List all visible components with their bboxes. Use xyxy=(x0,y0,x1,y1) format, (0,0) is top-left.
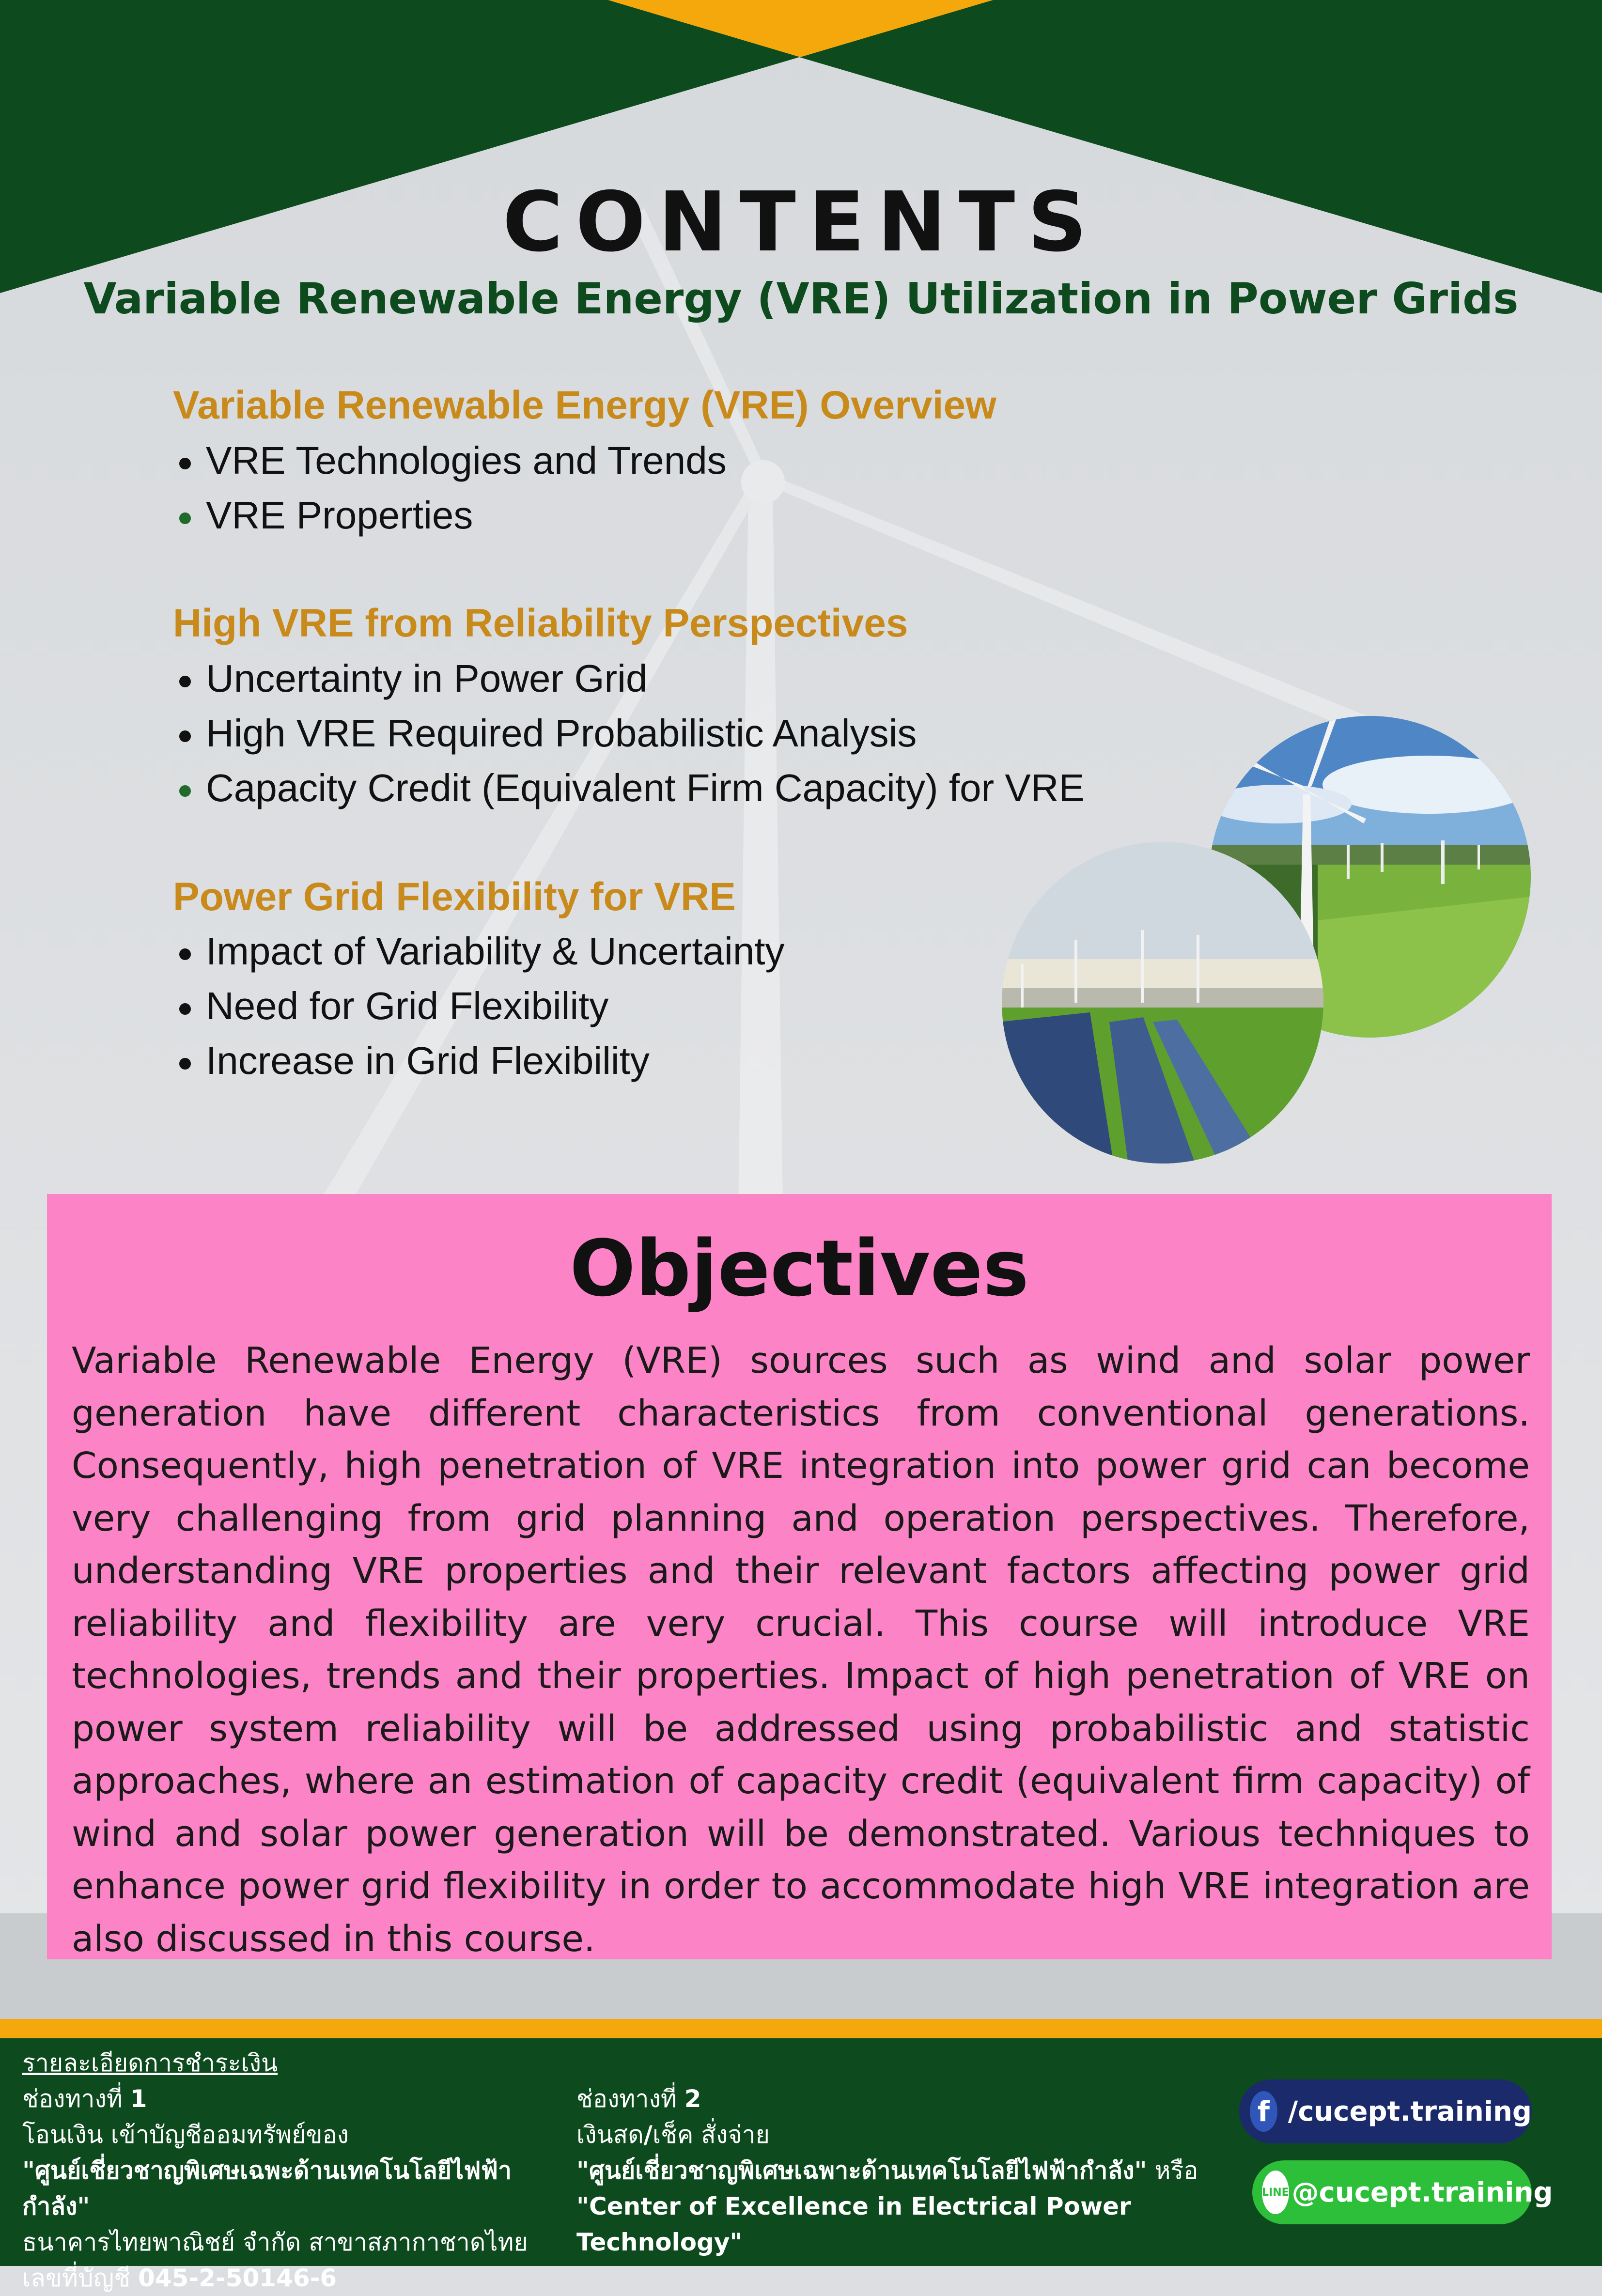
objectives-text: Variable Renewable Energy (VRE) sources such as wind and solar power generation have different characteristics from conventional generations. Consequently, high penetration of VRE integration into power grid can become very challenging from grid planning and operation perspectives. Therefore, understanding VRE properties and their relevant factors affecting power grid reliability and flexibility are very crucial. This course will introduce VRE technologies, trends and their properties. Impact of high penetration of VRE on power system reliability will be addressed using probabilistic and statistic approaches, where an estimation of capacity credit (equivalent firm capacity) of wind and solar power generation will be demonstrated. Various techniques to enhance power grid flexibility in order to accommodate high VRE integration are also discussed in this course. xyxy=(72,1340,1530,1960)
list-item: Impact of Variability & Uncertainty xyxy=(206,930,785,973)
list-item: VRE Technologies and Trends xyxy=(206,439,727,482)
line-icon: LINE xyxy=(1262,2171,1289,2214)
page-subtitle: Variable Renewable Energy (VRE) Utilization in Power Grids xyxy=(83,274,1519,324)
list-item: Uncertainty in Power Grid xyxy=(206,657,648,700)
payment-channel-2: ช่องทางที่ 2 เงินสด/เช็ค สั่งจ่าย "ศูนย์เชี่ยวชาญพิเศษเฉพาะด้านเทคโนโลยีไฟฟ้ากำลัง" หรือ "Center of Excellence in Electrical Power Technology" xyxy=(576,2085,1198,2256)
section-title-vre-overview: Variable Renewable Energy (VRE) Overview xyxy=(173,383,996,427)
section-title-reliability: High VRE from Reliability Perspectives xyxy=(173,601,908,645)
section-title-flexibility: Power Grid Flexibility for VRE xyxy=(173,875,736,919)
line-handle: @cucept.training xyxy=(1291,2176,1553,2208)
list-item: VRE Properties xyxy=(206,494,473,537)
line-link[interactable] xyxy=(1252,2160,1553,2224)
list-item: Capacity Credit (Equivalent Firm Capacity) for VRE xyxy=(206,766,1085,809)
objectives-title: Objectives xyxy=(569,1223,1029,1314)
facebook-handle: /cucept.training xyxy=(1288,2095,1532,2127)
facebook-link[interactable] xyxy=(1239,2079,1532,2143)
page-title: CONTENTS xyxy=(502,174,1100,270)
facebook-icon: f xyxy=(1250,2091,1277,2132)
payment-heading: รายละเอียดการชำระเงิน xyxy=(22,2049,278,2077)
list-item: Increase in Grid Flexibility xyxy=(206,1039,650,1082)
payment-channel-1: ช่องทางที่ 1 โอนเงิน เข้าบัญชีออมทรัพย์ของ "ศูนย์เชี่ยวชาญพิเศษเฉพะด้านเทคโนโลยีไฟฟ้ากำลัง" ธนาคารไทยพาณิชย์ จำกัด สาขาสภากาชาดไทย เลขที่บัญชี 045-2-50146-6 xyxy=(22,2085,528,2292)
list-item: High VRE Required Probabilistic Analysis xyxy=(206,712,917,755)
list-item: Need for Grid Flexibility xyxy=(206,984,609,1027)
